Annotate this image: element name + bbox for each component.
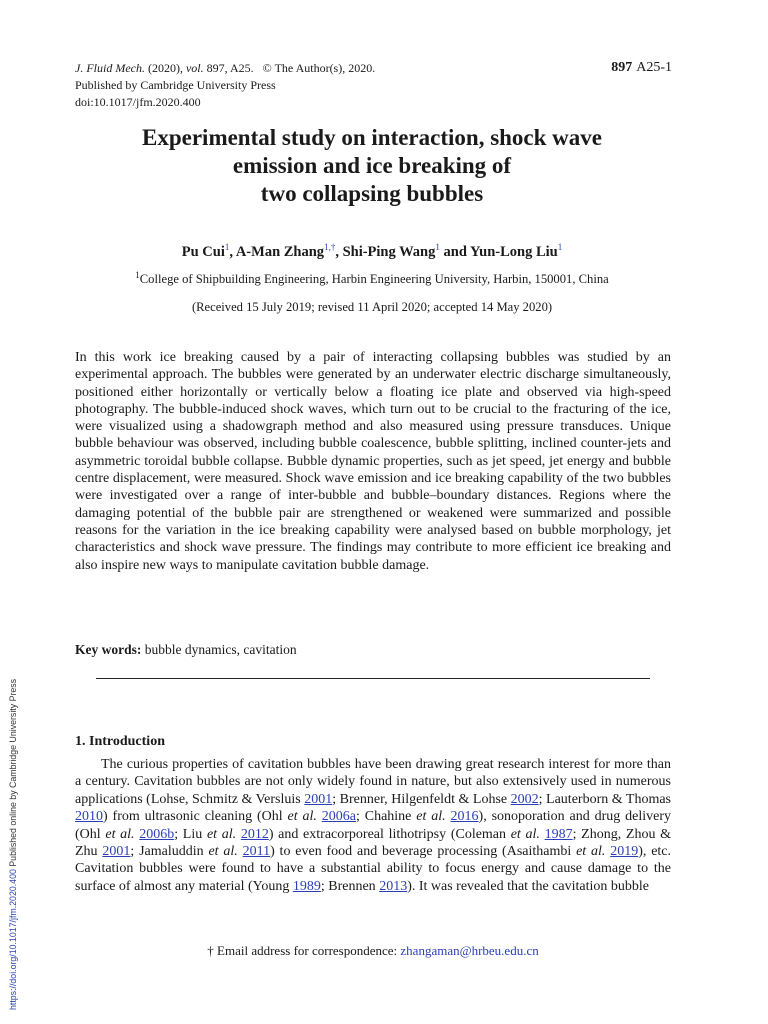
intro-text: ; Jamaluddin [130, 844, 209, 860]
intro-text: ) and extracorporeal lithotripsy (Coleman [268, 826, 511, 842]
citation-link[interactable]: 2011 [242, 844, 271, 860]
intro-text: ; Brenner, Hilgenfeldt & Lohse [332, 791, 511, 807]
intro-text: ), sonoporation and drug delivery (Ohl [75, 809, 672, 842]
divider [96, 678, 650, 679]
citation-link[interactable]: 2006a [321, 809, 356, 825]
affiliation-link[interactable]: 1, [324, 242, 331, 252]
copyright-notice: © The Author(s), 2020. [262, 61, 376, 75]
keywords-text: bubble dynamics, cavitation [144, 642, 297, 657]
volume-label: vol. [185, 61, 204, 75]
received-dates: (Received 15 July 2019; revised 11 April 2020; accepted 14 May 2020) [191, 300, 553, 314]
intro-text: ), etc. Cavitation bubbles were found to have a substantial ability to focus energy and cause damage to the surface of almost any material (Young [75, 844, 672, 894]
journal-year: (2020), [147, 61, 183, 75]
citation-link[interactable]: 2012 [240, 826, 269, 842]
journal-header [75, 60, 375, 111]
intro-text: ; Liu [174, 826, 207, 842]
abstract: In this work ice breaking caused by a pair of interacting collapsing bubbles was studied by an experimental approach. The bubbles were generated by an underwater electric discharge simultaneously, positioned either horizontally or vertically below a floating ice plate and observed via high-speed photography. The bubble-induced shock waves, which turn out to be crucial to the fracturing of the ice, were visualized using a shadowgraph method and also measured using pressure transduces. Unique bubble behaviour was observed, including bubble coalescence, bubble splitting, inclined counter-jets and asymmetric toroidal bubble collapse. Bubble dynamic properties, such as jet speed, jet energy and bubble centre displacement, were measured. Shock wave emission and ice breaking capability of the two bubbles were investigated over a range of inter-bubble and bubble–boundary distances. Regions where the damaging potential of the bubble pair are strengthened or weakened were summarized and possible reasons for the variation in the ice breaking capability were analysed based on bubble morphology, jet characteristics and shock wave pressure. The findings may contribute to more efficient ice breaking and also inspire new ways to manipulate cavitation bubble damage. [75, 350, 671, 573]
et-al: et al. [576, 844, 606, 860]
affiliation-link[interactable]: 1 [224, 242, 230, 252]
citation-link[interactable]: 2001 [102, 844, 131, 860]
et-al: et al. [416, 809, 446, 825]
section-heading: 1. Introduction [75, 734, 165, 749]
doi-line: doi:10.1017/jfm.2020.400 [75, 95, 201, 109]
intro-text: ; Lauterborn & Thomas [538, 791, 672, 807]
page-id: A25-1 [636, 60, 672, 75]
footnote-label: † Email address for correspondence: [207, 943, 398, 958]
citation-link[interactable]: 2019 [610, 844, 639, 860]
et-al: et al. [206, 826, 237, 842]
citation-link[interactable]: 2010 [75, 809, 103, 825]
author-conjunction: and [443, 243, 467, 260]
intro-text: ). It was revealed that the cavitation bubble [407, 878, 649, 894]
citation-link[interactable]: 2016 [450, 809, 479, 825]
citation-link[interactable]: 1989 [292, 878, 321, 894]
journal-abbrev: J. Fluid Mech. [75, 61, 145, 75]
et-al: et al. [510, 826, 540, 842]
author-name: A-Man Zhang [235, 243, 325, 260]
citation-link[interactable]: 2001 [304, 791, 333, 807]
title-line: Experimental study on interaction, shock wave [142, 125, 602, 150]
citation-link[interactable]: 2006b [139, 826, 175, 842]
intro-text: ) to even food and beverage processing (Asaithambi [270, 844, 577, 860]
citation-link[interactable]: 1987 [544, 826, 573, 842]
correspondence-dagger-link[interactable]: † [330, 242, 336, 252]
intro-text: ; Chahine [355, 809, 417, 825]
citation-link[interactable]: 2013 [379, 878, 408, 894]
correspondence-footnote [75, 943, 671, 959]
publisher-line: Published by Cambridge University Press [75, 78, 276, 92]
side-banner [8, 679, 18, 1010]
side-banner-text: Published online by Cambridge University Press [8, 678, 18, 870]
page-number [611, 60, 672, 76]
intro-text: ; Zhong, Zhou & Zhu [75, 826, 672, 860]
affiliation-marker: 1 [135, 270, 140, 280]
author-name: Shi-Ping Wang [342, 243, 436, 260]
doi-link[interactable]: https://doi.org/10.1017/jfm.2020.400 [8, 869, 18, 1010]
et-al: et al. [287, 809, 317, 825]
author-name: Pu Cui [181, 243, 225, 260]
affiliation-link[interactable]: 1 [557, 242, 563, 252]
citation-link[interactable]: 2002 [510, 791, 539, 807]
intro-paragraph [75, 756, 671, 895]
affiliation [60, 270, 684, 287]
intro-text: ; Brennen [320, 878, 380, 894]
intro-text: The curious properties of cavitation bubbles have been drawing great research interest for more than a century. Cavitation bubbles are not only widely found in nature, but also extensively used in numerous applications (Lohse, Schmitz & Versluis [75, 757, 671, 807]
affiliation-text: College of Shipbuilding Engineering, Harbin Engineering University, Harbin, 150001, China [139, 272, 609, 287]
volume-number: 897, A25. [206, 61, 254, 75]
keywords-label: Key words: [75, 642, 142, 657]
citation-line [75, 60, 375, 77]
author-name: Yun-Long Liu [470, 243, 558, 260]
affiliation-link[interactable]: 1 [435, 242, 440, 252]
paper-title [60, 124, 684, 208]
intro-text: ) from ultrasonic cleaning (Ohl [103, 809, 288, 825]
title-line: emission and ice breaking of [232, 153, 512, 178]
author-list: Pu Cui$^1$, A-Man Zhang$^{1,\dagger}$, Shi-Ping Wang$^1$ and Yun-Long Liu$^1$ [181, 242, 563, 260]
et-al: et al. [208, 844, 238, 860]
et-al: et al. [105, 826, 135, 842]
email-link[interactable]: zhangaman@hrbeu.edu.cn [400, 943, 539, 958]
page-volume: 897 [611, 60, 633, 75]
title-line: two collapsing bubbles [260, 181, 484, 206]
keywords [75, 642, 297, 658]
